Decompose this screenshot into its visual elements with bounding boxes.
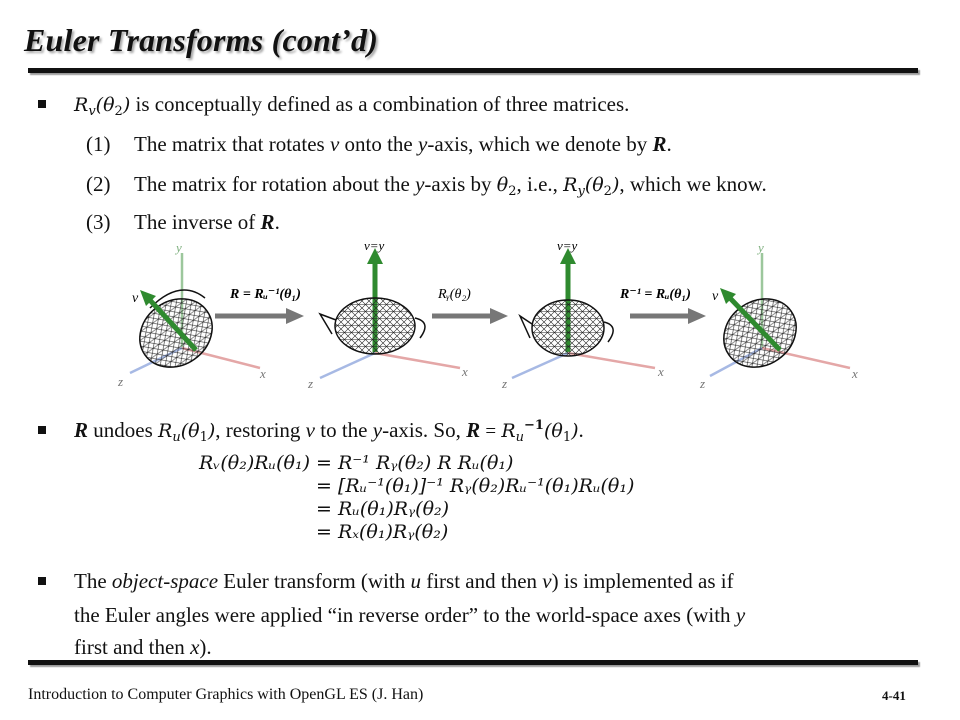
fig-label-y1: y xyxy=(176,240,182,255)
fig-label-z3: z xyxy=(502,376,508,391)
item-3: The inverse of R. xyxy=(134,210,280,234)
item-1: The matrix that rotates v onto the y-axis, which we denote by R. xyxy=(134,132,672,156)
teapot-panel-4 xyxy=(699,240,858,391)
equation-row-2: = [Rᵤ⁻¹(θ₁)]⁻¹ Rᵧ(θ₂)Rᵤ⁻¹(θ₁)Rᵤ(θ₁) xyxy=(316,475,635,497)
transform-arrow-3 xyxy=(619,287,706,324)
rotation-figure xyxy=(110,238,870,398)
fig-label-vy2: v=y xyxy=(364,238,385,253)
transform-arrow-1 xyxy=(215,287,304,324)
bullet-3-line-2: the Euler angles were applied “in reverse order” to the world-space axes (with y xyxy=(74,603,746,627)
fig-label-vy3: v=y xyxy=(557,238,578,253)
item-1-number: (1) xyxy=(86,132,111,156)
arrow-2-label: Rᵧ(θ₂) xyxy=(438,287,471,302)
fig-label-x2: x xyxy=(462,364,468,379)
arrow-3-label: R⁻¹ = Rᵤ(θ₁) xyxy=(620,287,691,302)
bullet-3-line-1: The object-space Euler transform (with u first and then v) is implemented as if xyxy=(74,569,734,593)
arrow-1-label: R = Rᵤ⁻¹(θ₁) xyxy=(230,287,301,302)
fig-label-v1: v xyxy=(132,291,139,306)
equation-lhs: Rᵥ(θ₂)Rᵤ(θ₁) xyxy=(198,452,310,474)
footer-text: Introduction to Computer Graphics with OpenGL ES (J. Han) xyxy=(28,686,424,703)
bullet-3-line-3: first and then x). xyxy=(74,635,212,659)
bullet-1-text: is conceptually defined as a combination of three matrices. xyxy=(130,92,630,116)
bullet-2: R undoes $R_u(\theta_1)$, restoring v to the y-axis. So, $R = R_u^{-1}(\theta_1)$. xyxy=(74,418,584,445)
fig-label-v4: v xyxy=(712,289,719,304)
fig-label-x4: x xyxy=(852,366,858,381)
bullet-1: $R_v(\theta_2)$ is conceptually defined as a combination of three matrices. xyxy=(74,92,630,119)
equation-block xyxy=(160,452,634,544)
bullet-marker xyxy=(38,426,46,434)
page-number: 4-41 xyxy=(882,688,906,703)
item-2-number: (2) xyxy=(86,172,111,196)
bullet-marker xyxy=(38,577,46,585)
fig-label-y4: y xyxy=(758,240,764,255)
fig-label-x1: x xyxy=(260,366,266,381)
title-divider xyxy=(28,68,918,73)
footer-divider xyxy=(28,660,918,665)
fig-label-z2: z xyxy=(308,376,314,391)
transform-arrow-2 xyxy=(432,287,508,324)
fig-label-x3: x xyxy=(658,364,664,379)
fig-label-z4: z xyxy=(700,376,706,391)
equation-row-1: = R⁻¹ Rᵧ(θ₂) R Rᵤ(θ₁) xyxy=(316,452,514,474)
bullet-marker xyxy=(38,100,46,108)
item-3-number: (3) xyxy=(86,210,111,234)
equation-row-3: = Rᵤ(θ₁)Rᵧ(θ₂) xyxy=(316,498,450,520)
slide-title: Euler Transforms (cont’d) xyxy=(24,22,379,58)
equation-row-4: = Rₓ(θ₁)Rᵧ(θ₂) xyxy=(316,521,449,543)
item-2: The matrix for rotation about the y-axis by $\theta_2$, i.e., $R_y(\theta_2)$, which we know. xyxy=(134,172,767,199)
fig-label-z1: z xyxy=(118,374,124,389)
